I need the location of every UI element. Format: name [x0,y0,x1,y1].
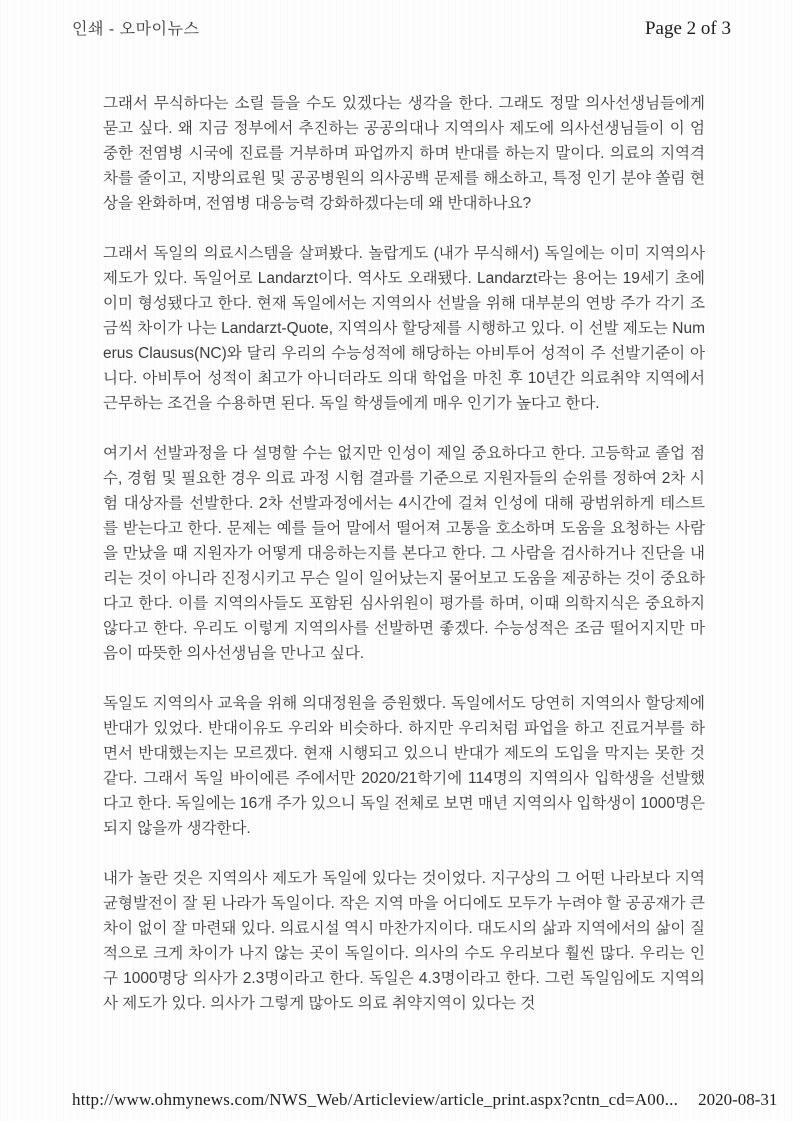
article-paragraph: 독일도 지역의사 교육을 위해 의대정원을 증원했다. 독일에서도 당연히 지역의사 할당제에 반대가 있었다. 반대이유도 우리와 비슷하다. 하지만 우리처럼 파업을 하고 진료거부를 하면서 반대했는지는 모르겠다. 현재 시행되고 있으니 반대가 제도의 도입을 막지는 못한 것 같다. 그래서 독일 바이에른 주에서만 2020/21학기에 114명의 지역의사 입학생을 선발했다고 한다. 독일에는 16개 주가 있으니 독일 전체로 보면 매년 지역의사 입학생이 1000명은 되지 않을까 생각한다. [103,695,705,837]
source-url: http://www.ohmynews.com/NWS_Web/Articleview/article_print.aspx?cntn_cd=A00... [72,1090,679,1109]
article-paragraph: 그래서 무식하다는 소릴 들을 수도 있겠다는 생각을 한다. 그래도 정말 의사선생님들에게 묻고 싶다. 왜 지금 정부에서 추진하는 공공의대나 지역의사 제도에 의사선생님들이 이 엄중한 전염병 시국에 진료를 거부하며 파업까지 하며 반대를 하는지 말이다. 의료의 지역격차를 줄이고, 지방의료원 및 공공병원의 의사공백 문제를 해소하고, 특정 인기 분야 쏠림 현상을 완화하며, 전염병 대응능력 강화하겠다는데 왜 반대하나요? [103,95,705,212]
article-paragraph: 내가 놀란 것은 지역의사 제도가 독일에 있다는 것이었다. 지구상의 그 어떤 나라보다 지역 균형발전이 잘 된 나라가 독일이다. 작은 지역 마을 어디에도 모두가 누려야 할 공공재가 큰 차이 없이 잘 마련돼 있다. 의료시설 역시 마찬가지이다. 대도시의 삶과 지역에서의 삶이 질적으로 크게 차이가 나지 않는 곳이 독일이다. 의사의 수도 우리보다 훨씬 많다. 우리는 인구 1000명당 의사가 2.3명이라고 한다. 독일은 4.3명이라고 한다. 그런 독일임에도 지역의사 제도가 있다. 의사가 그렇게 많아도 의료 취약지역이 있다는 것 [103,870,705,1012]
article-body [103,91,705,1041]
document-title: 인쇄 - 오마이뉴스 [72,21,200,38]
page-number-indicator: Page 2 of 3 [644,18,731,39]
print-date: 2020-08-31 [698,1090,778,1109]
print-footer [72,1090,778,1110]
article-paragraph: 그래서 독일의 의료시스템을 살펴봤다. 놀랍게도 (내가 무식해서) 독일에는 이미 지역의사 제도가 있다. 독일어로 Landarzt이다. 역사도 오래됐다. Landarzt라는 용어는 19세기 초에 이미 형성됐다고 한다. 현재 독일에서는 지역의사 선발을 위해 대부분의 연방 주가 각기 조금씩 차이가 나는 Landarzt-Quote, 지역의사 할당제를 시행하고 있다. 이 선발 제도는 Numerus Clausus(NC)와 달리 우리의 수능성적에 해당하는 아비투어 성적이 주 선발기준이 아니다. 아비투어 성적이 최고가 아니더라도 의대 학업을 마친 후 10년간 의료취약 지역에서 근무하는 조건을 수용하면 된다. 독일 학생들에게 매우 인기가 높다고 한다. [103,245,705,412]
article-paragraph: 여기서 선발과정을 다 설명할 수는 없지만 인성이 제일 중요하다고 한다. 고등학교 졸업 점수, 경험 및 필요한 경우 의료 과정 시험 결과를 기준으로 지원자들의 순위를 정하여 2차 시험 대상자를 선발한다. 2차 선발과정에서는 4시간에 걸쳐 인성에 대해 광범위하게 테스트를 받는다고 한다. 문제는 예를 들어 말에서 떨어져 고통을 호소하며 도움을 요청하는 사람을 만났을 때 지원자가 어떻게 대응하는지를 본다고 한다. 그 사람을 검사하거나 진단을 내리는 것이 아니라 진정시키고 무슨 일이 일어났는지 물어보고 도움을 제공하는 것이 중요하다고 한다. 이를 지역의사들도 포함된 심사위원이 평가를 하며, 이때 의학지식은 중요하지 않다고 한다. 우리도 이렇게 지역의사를 선발하면 좋겠다. 수능성적은 조금 떨어지지만 마음이 따뜻한 의사선생님을 만나고 싶다. [103,445,705,662]
print-header [72,16,731,40]
